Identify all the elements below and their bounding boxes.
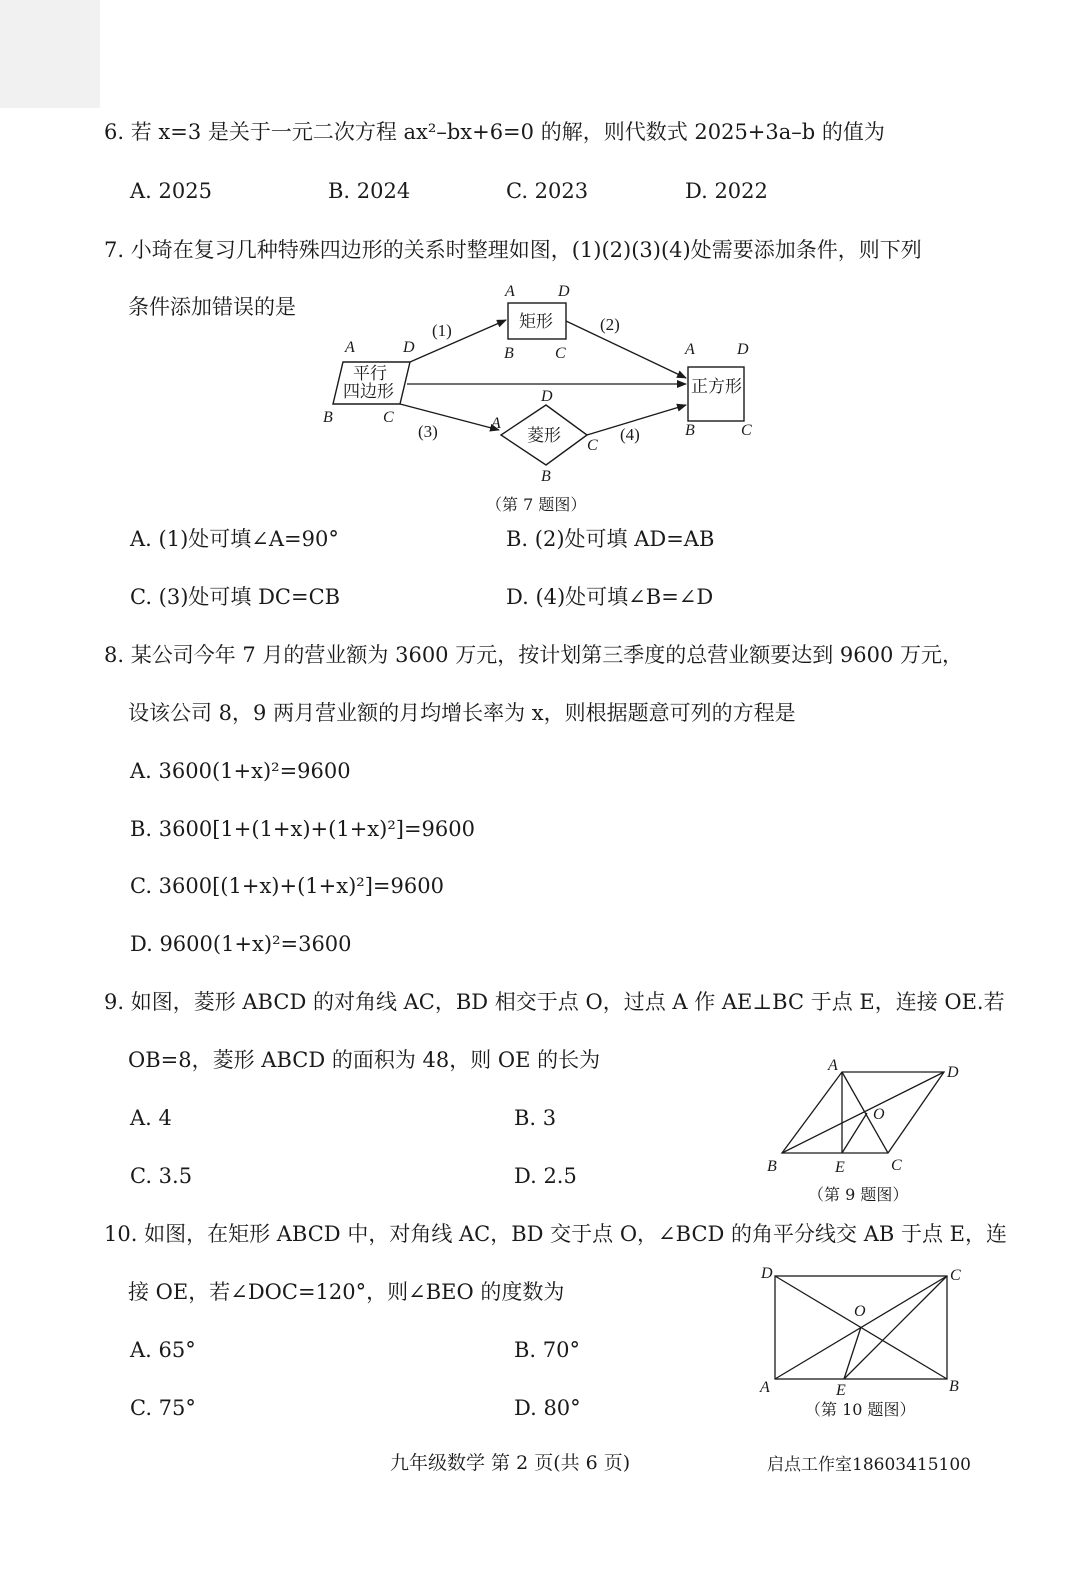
vertex-label: D <box>558 283 570 300</box>
point-label-b: B <box>949 1378 959 1395</box>
vertex-label: A <box>491 415 501 432</box>
q7-option-d: D. (4)处可填∠B=∠D <box>506 585 714 609</box>
rectangle-label: 矩形 <box>519 312 553 331</box>
q6-option-b: B. 2024 <box>328 179 411 203</box>
point-label-o: O <box>873 1106 885 1123</box>
q10-stem-line1: 10. 如图，在矩形 ABCD 中，对角线 AC，BD 交于点 O，∠BCD 的角平分线交 AB 于点 E，连 <box>104 1222 1008 1246</box>
vertex-label: A <box>505 283 515 300</box>
vertex-label: C <box>555 345 566 362</box>
arrow-label-2: (2) <box>600 315 620 334</box>
vertex-label: D <box>737 341 749 358</box>
q9-figure-caption: （第 9 题图） <box>808 1185 909 1204</box>
q7-figure <box>315 280 775 488</box>
q10-option-c: C. 75° <box>130 1396 196 1420</box>
vertex-label: A <box>685 341 695 358</box>
diagonal-bd <box>782 1072 944 1153</box>
square-label: 正方形 <box>691 377 742 396</box>
vertex-label: C <box>741 422 752 439</box>
point-label-e: E <box>836 1382 846 1398</box>
vertex-label: B <box>323 409 333 426</box>
q6-option-a: A. 2025 <box>130 179 212 203</box>
q8-option-c: C. 3600[(1+x)+(1+x)²]=9600 <box>130 874 444 898</box>
point-label-o: O <box>854 1303 866 1320</box>
point-label-d: D <box>947 1064 959 1081</box>
q9-stem-line2: OB=8，菱形 ABCD 的面积为 48，则 OE 的长为 <box>128 1048 601 1072</box>
vertex-label: B <box>504 345 514 362</box>
point-label-c: C <box>891 1157 902 1174</box>
footer-page-info: 九年级数学 第 2 页(共 6 页) <box>390 1452 631 1474</box>
vertex-label: C <box>587 437 598 454</box>
q10-option-d: D. 80° <box>514 1396 581 1420</box>
q7-stem-line2: 条件添加错误的是 <box>128 295 296 319</box>
vertex-label: D <box>403 339 415 356</box>
rhombus-label: 菱形 <box>527 426 561 445</box>
q9-option-c: C. 3.5 <box>130 1164 193 1188</box>
arrow-label-1: (1) <box>432 321 452 340</box>
q10-figure <box>755 1258 970 1398</box>
q10-option-a: A. 65° <box>130 1338 196 1362</box>
q9-option-a: A. 4 <box>130 1106 172 1130</box>
q10-option-b: B. 70° <box>514 1338 581 1362</box>
vertex-label: C <box>383 409 394 426</box>
q9-stem-line1: 9. 如图，菱形 ABCD 的对角线 AC，BD 相交于点 O，过点 A 作 AE⊥BC 于点 E，连接 OE.若 <box>104 990 1005 1014</box>
q8-stem-line1: 8. 某公司今年 7 月的营业额为 3600 万元，按计划第三季度的总营业额要达到 9600 万元， <box>104 643 964 667</box>
vertex-label: B <box>541 468 551 485</box>
q6-option-d: D. 2022 <box>685 179 768 203</box>
segment-oe <box>842 1113 867 1153</box>
point-label-a: A <box>828 1057 838 1074</box>
point-label-b: B <box>767 1158 777 1175</box>
arrow-3 <box>400 404 499 430</box>
q6-stem: 6. 若 x=3 是关于一元二次方程 ax²–bx+6=0 的解，则代数式 2025+3a–b 的值为 <box>104 120 885 144</box>
bisector-ce <box>844 1276 947 1379</box>
parallelogram-label-2: 四边形 <box>343 382 394 401</box>
vertex-label: D <box>541 388 553 405</box>
point-label-a: A <box>760 1379 770 1396</box>
vertex-label: B <box>685 422 695 439</box>
q7-option-a: A. (1)处可填∠A=90° <box>130 527 339 551</box>
point-label-d: D <box>761 1265 773 1282</box>
q9-option-b: B. 3 <box>514 1106 557 1130</box>
q8-option-d: D. 9600(1+x)²=3600 <box>130 932 352 956</box>
point-label-e: E <box>835 1159 845 1176</box>
q6-option-c: C. 2023 <box>506 179 589 203</box>
vertex-label: A <box>345 339 355 356</box>
q9-option-d: D. 2.5 <box>514 1164 577 1188</box>
q10-figure-caption: （第 10 题图） <box>805 1400 916 1419</box>
q8-option-a: A. 3600(1+x)²=9600 <box>130 759 351 783</box>
q7-stem-line1: 7. 小琦在复习几种特殊四边形的关系时整理如图，(1)(2)(3)(4)处需要添加条件，则下列 <box>104 238 922 262</box>
point-label-c: C <box>950 1267 961 1284</box>
footer-studio: 启点工作室18603415100 <box>767 1455 971 1475</box>
parallelogram-label-1: 平行 <box>353 364 387 383</box>
q10-stem-line2: 接 OE，若∠DOC=120°，则∠BEO 的度数为 <box>128 1280 565 1304</box>
arrow-label-3: (3) <box>418 422 438 441</box>
arrow-2 <box>566 321 686 378</box>
q9-figure <box>760 1050 970 1180</box>
q7-option-b: B. (2)处可填 AD=AB <box>506 527 715 551</box>
arrow-label-4: (4) <box>620 425 640 444</box>
q7-figure-caption: （第 7 题图） <box>486 495 587 514</box>
scan-shade <box>0 0 100 108</box>
arrow-1 <box>410 320 506 362</box>
q8-stem-line2: 设该公司 8，9 两月营业额的月均增长率为 x，则根据题意可列的方程是 <box>128 701 796 725</box>
q8-option-b: B. 3600[1+(1+x)+(1+x)²]=9600 <box>130 817 475 841</box>
q7-option-c: C. (3)处可填 DC=CB <box>130 585 341 609</box>
